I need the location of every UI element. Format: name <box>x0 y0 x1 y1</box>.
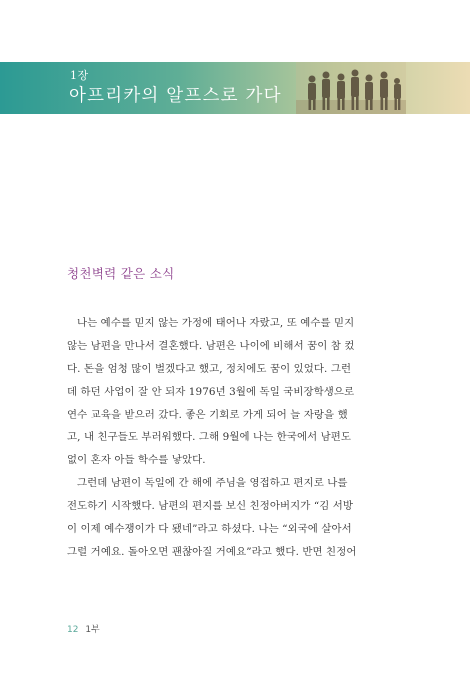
paragraph-line: 나는 예수를 믿지 않는 가정에 태어나 자랐고, 또 예수를 믿지 <box>77 317 355 329</box>
section-heading: 청천벽력 같은 소식 <box>67 266 175 281</box>
chapter-banner <box>0 62 470 114</box>
paragraph-line: 고, 내 친구들도 부러워했다. 그해 9월에 나는 한국에서 남편도 <box>67 431 352 444</box>
paragraph-line: 데 하던 사업이 잘 안 되자 1976년 3월에 독일 국비장학생으로 <box>67 385 355 398</box>
page-number: 12 <box>67 625 79 635</box>
chapter-label: 1장 <box>70 69 89 82</box>
paragraph-line: 없이 혼자 아들 학수를 낳았다. <box>67 454 206 467</box>
paragraph-line: 전도하기 시작했다. 남편의 편지를 보신 친정아버지가 “김 서방 <box>67 500 354 513</box>
page-footer <box>67 622 100 635</box>
paragraph-line: 연수 교육을 받으러 갔다. 좋은 기회로 가게 되어 늘 자랑을 했 <box>67 408 348 421</box>
body-text <box>67 312 412 564</box>
paragraph-line: 다. 돈을 엄청 많이 벌겠다고 했고, 정치에도 꿈이 있었다. 그런 <box>67 362 352 375</box>
part-label: 1부 <box>85 625 100 635</box>
paragraph-line: 그럴 거예요. 돌아오면 괜찮아질 거예요”라고 했다. 반면 친정어 <box>67 545 357 558</box>
paragraph-line: 이 이제 예수쟁이가 다 됐네”라고 하셨다. 나는 “외국에 살아서 <box>67 523 352 536</box>
group-photo-image <box>296 62 406 114</box>
chapter-title: 아프리카의 알프스로 가다 <box>69 86 282 106</box>
paragraph-line: 않는 남편을 만나서 결혼했다. 남편은 나이에 비해서 꿈이 참 컸 <box>67 339 355 352</box>
paragraph-line: 그런데 남편이 독일에 간 해에 주님을 영접하고 편지로 나를 <box>77 477 348 490</box>
